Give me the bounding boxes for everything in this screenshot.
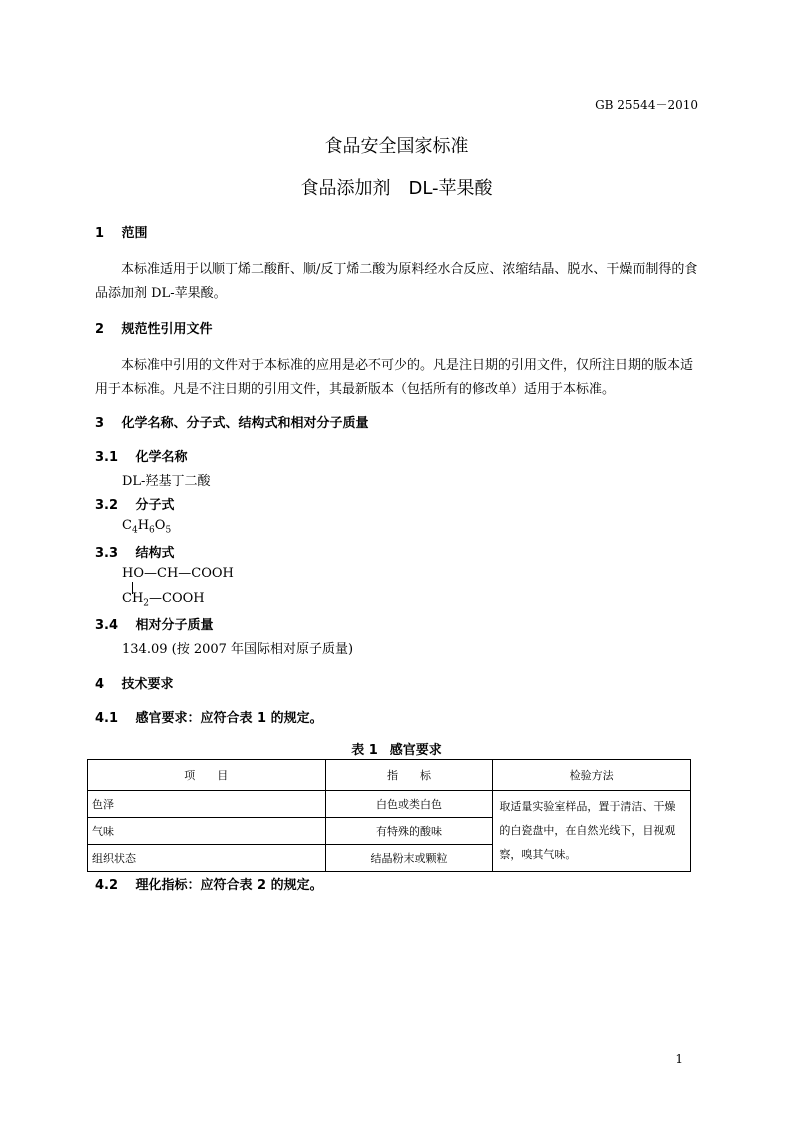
section-2-body: 本标准中引用的文件对于本标准的应用是必不可少的。凡是注日期的引用文件，仅所注日期的版本适用于本标准。凡是不注日期的引用文件，其最新版本（包括所有的修改单）适用于本标准。 <box>95 358 694 397</box>
cell-item: 气味 <box>88 818 326 845</box>
section-number: 4 <box>95 677 105 692</box>
section-4-2-heading <box>95 874 323 893</box>
section-3-2-heading <box>95 494 175 513</box>
table-1-caption <box>0 739 793 758</box>
section-number: 2 <box>95 322 105 337</box>
molecular-mass: 134.09 (按 2007 年国际相对原子质量) <box>122 642 354 657</box>
section-title: 规范性引用文件 <box>121 322 213 337</box>
molecular-formula <box>122 518 171 536</box>
formula-subscript: 6 <box>149 525 155 536</box>
formula-element: O <box>154 518 166 533</box>
column-header-item: 项 目 <box>88 760 326 791</box>
section-number: 3.1 <box>95 450 119 465</box>
section-number: 3 <box>95 416 105 431</box>
formula-element: CH <box>122 591 144 606</box>
section-3-1-heading <box>95 446 188 465</box>
column-header-index: 指 标 <box>325 760 493 791</box>
page-number: 1 <box>675 1052 683 1066</box>
formula-subscript: 2 <box>143 598 150 609</box>
document-subtitle: 食品添加剂 DL-苹果酸 <box>300 178 493 199</box>
section-3-3-heading <box>95 542 175 561</box>
section-1-heading <box>95 222 148 241</box>
section-number: 3.2 <box>95 498 119 513</box>
section-2-heading <box>95 318 213 337</box>
section-title: 化学名称 <box>135 450 188 465</box>
section-title: 分子式 <box>135 498 175 513</box>
cell-item: 色泽 <box>88 791 326 818</box>
cell-item: 组织状态 <box>88 845 326 872</box>
section-3-heading <box>95 412 369 431</box>
cell-index: 有特殊的酸味 <box>325 818 493 845</box>
section-4-heading <box>95 673 174 692</box>
standard-number: GB 25544－2010 <box>595 98 698 112</box>
cell-index: 白色或类白色 <box>325 791 493 818</box>
column-header-method: 检验方法 <box>493 760 691 791</box>
section-number: 3.4 <box>95 618 119 633</box>
cell-method: 取适量实验室样品，置于清洁、干燥的白瓷盘中，在自然光线下，目视观察，嗅其气味。 <box>493 791 691 872</box>
section-number: 4.2 <box>95 878 119 893</box>
formula-element: —COOH <box>149 591 205 606</box>
table-caption-number: 表 1 <box>351 743 378 758</box>
section-1-body: 本标准适用于以顺丁烯二酸酐、顺/反丁烯二酸为原料经水合反应、浓缩结晶、脱水、干燥而制得的食品添加剂 DL-苹果酸。 <box>95 262 698 301</box>
formula-element: H <box>137 518 150 533</box>
section-number: 4.1 <box>95 711 119 726</box>
section-title: 相对分子质量 <box>135 618 214 633</box>
section-title: 范围 <box>121 226 148 241</box>
formula-subscript: 5 <box>165 525 172 536</box>
section-4-1-heading <box>95 707 323 726</box>
structural-formula-line-1: HO—CH—COOH <box>122 566 234 581</box>
table-row <box>88 791 691 818</box>
section-number: 1 <box>95 226 105 241</box>
structural-formula-line-2 <box>122 591 205 609</box>
section-title: 结构式 <box>135 546 175 561</box>
sensory-requirements-table <box>87 759 691 872</box>
chemical-name: DL-羟基丁二酸 <box>122 474 211 489</box>
cell-index: 结晶粉末或颗粒 <box>325 845 493 872</box>
section-number: 3.3 <box>95 546 119 561</box>
section-3-4-heading <box>95 614 214 633</box>
table-header-row <box>88 760 691 791</box>
section-title: 感官要求：应符合表 1 的规定。 <box>135 711 323 726</box>
formula-subscript: 4 <box>131 525 138 536</box>
formula-element: C <box>122 518 132 533</box>
section-title: 理化指标：应符合表 2 的规定。 <box>135 878 323 893</box>
document-title: 食品安全国家标准 <box>324 136 469 157</box>
table-caption-title: 感官要求 <box>389 743 442 758</box>
section-title: 化学名称、分子式、结构式和相对分子质量 <box>121 416 369 431</box>
section-title: 技术要求 <box>121 677 174 692</box>
